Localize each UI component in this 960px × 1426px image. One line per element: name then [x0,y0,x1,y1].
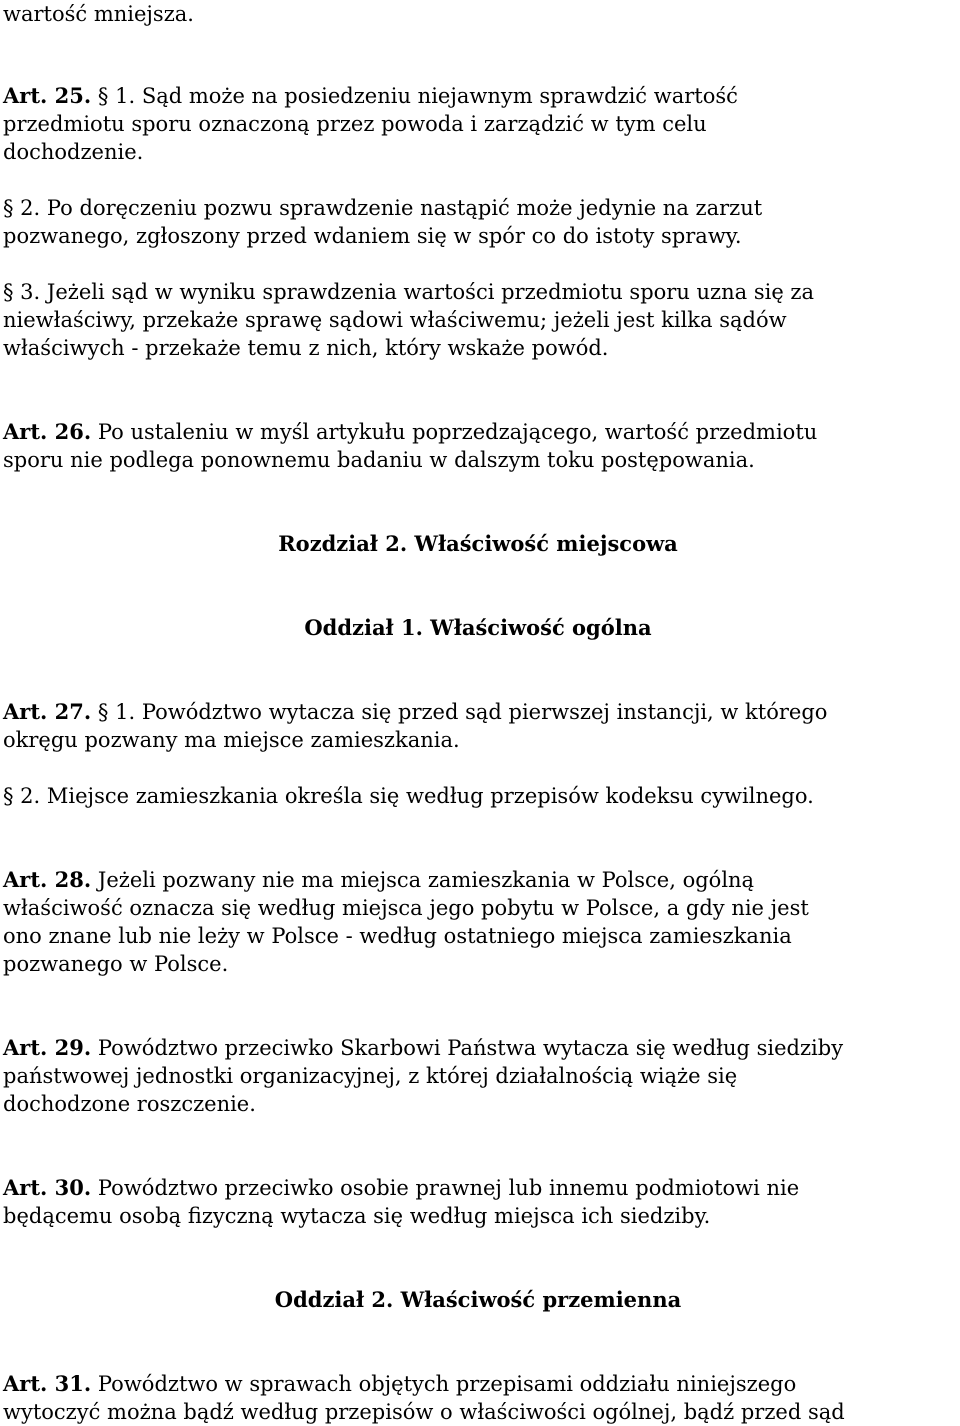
article-25-paragraph-1: Art. 25. § 1. Sąd może na posiedzeniu niejawnym sprawdzić wartość przedmiotu sporu oznaczoną przez powoda i zarządzić w tym celu dochodzenie. [3,83,738,164]
paragraph-number: § 1. [97,700,136,724]
article-25-paragraph-2: § 2. Po doręczeniu pozwu sprawdzenie nastąpić może jedynie na zarzut pozwanego, zgłoszony przed wdaniem się w spór co do istoty sprawy. [3,196,763,248]
chapter-heading: Rozdział 2. Właściwość miejscowa [278,531,678,556]
paragraph-number: § 2. [3,784,41,808]
article-label: Art. 31. [3,1371,92,1396]
article-25-paragraph-3: § 3. Jeżeli sąd w wyniku sprawdzenia wartości przedmiotu sporu uzna się za niewłaściwy, przekaże sprawę sądowi właściwemu; jeżeli jest kilka sądów właściwych - przekaże temu z nich, który wskaże powód. [3,280,815,360]
article-26: Art. 26. Po ustaleniu w myśl artykułu poprzedzającego, wartość przedmiotu sporu nie podlega ponownemu badaniu w dalszym toku postępowania. [3,419,818,472]
paragraph-number: § 3. [3,280,41,304]
text-fragment: wartość mniejsza. [3,2,194,26]
paragraph-number: § 1. [97,84,136,108]
article-label: Art. 29. [3,1035,92,1060]
article-31: Art. 31. Powództwo w sprawach objętych przepisami oddziału niniejszego wytoczyć można bądź według przepisów o właściwości ogólnej, bądź przed sąd [3,1371,845,1424]
article-label: Art. 30. [3,1175,92,1200]
article-label: Art. 27. [3,699,92,724]
article-label: Art. 25. [3,83,92,108]
paragraph-number: § 2. [3,196,41,220]
division-2-heading: Oddział 2. Właściwość przemienna [274,1287,682,1312]
article-27-paragraph-1: Art. 27. § 1. Powództwo wytacza się przed sąd pierwszej instancji, w którego okręgu pozwany ma miejsce zamieszkania. [3,699,828,752]
article-28: Art. 28. Jeżeli pozwany nie ma miejsca zamieszkania w Polsce, ogólną właściwość oznacza się według miejsca jego pobytu w Polsce, a gdy nie jest ono znane lub nie leży w Polsce - według ostatniego miejsca zamieszkania pozwanego w Polsce. [3,867,809,976]
division-1-heading: Oddział 1. Właściwość ogólna [304,615,652,640]
article-30: Art. 30. Powództwo przeciwko osobie prawnej lub innemu podmiotowi nie będącemu osobą fizyczną wytacza się według miejsca ich siedziby. [3,1175,800,1228]
article-label: Art. 28. [3,867,92,892]
article-29: Art. 29. Powództwo przeciwko Skarbowi Państwa wytacza się według siedziby państwowej jednostki organizacyjnej, z której działalnością wiąże się dochodzone roszczenie. [3,1035,844,1116]
article-27-paragraph-2: § 2. Miejsce zamieszkania określa się według przepisów kodeksu cywilnego. [3,784,814,808]
article-label: Art. 26. [3,419,92,444]
